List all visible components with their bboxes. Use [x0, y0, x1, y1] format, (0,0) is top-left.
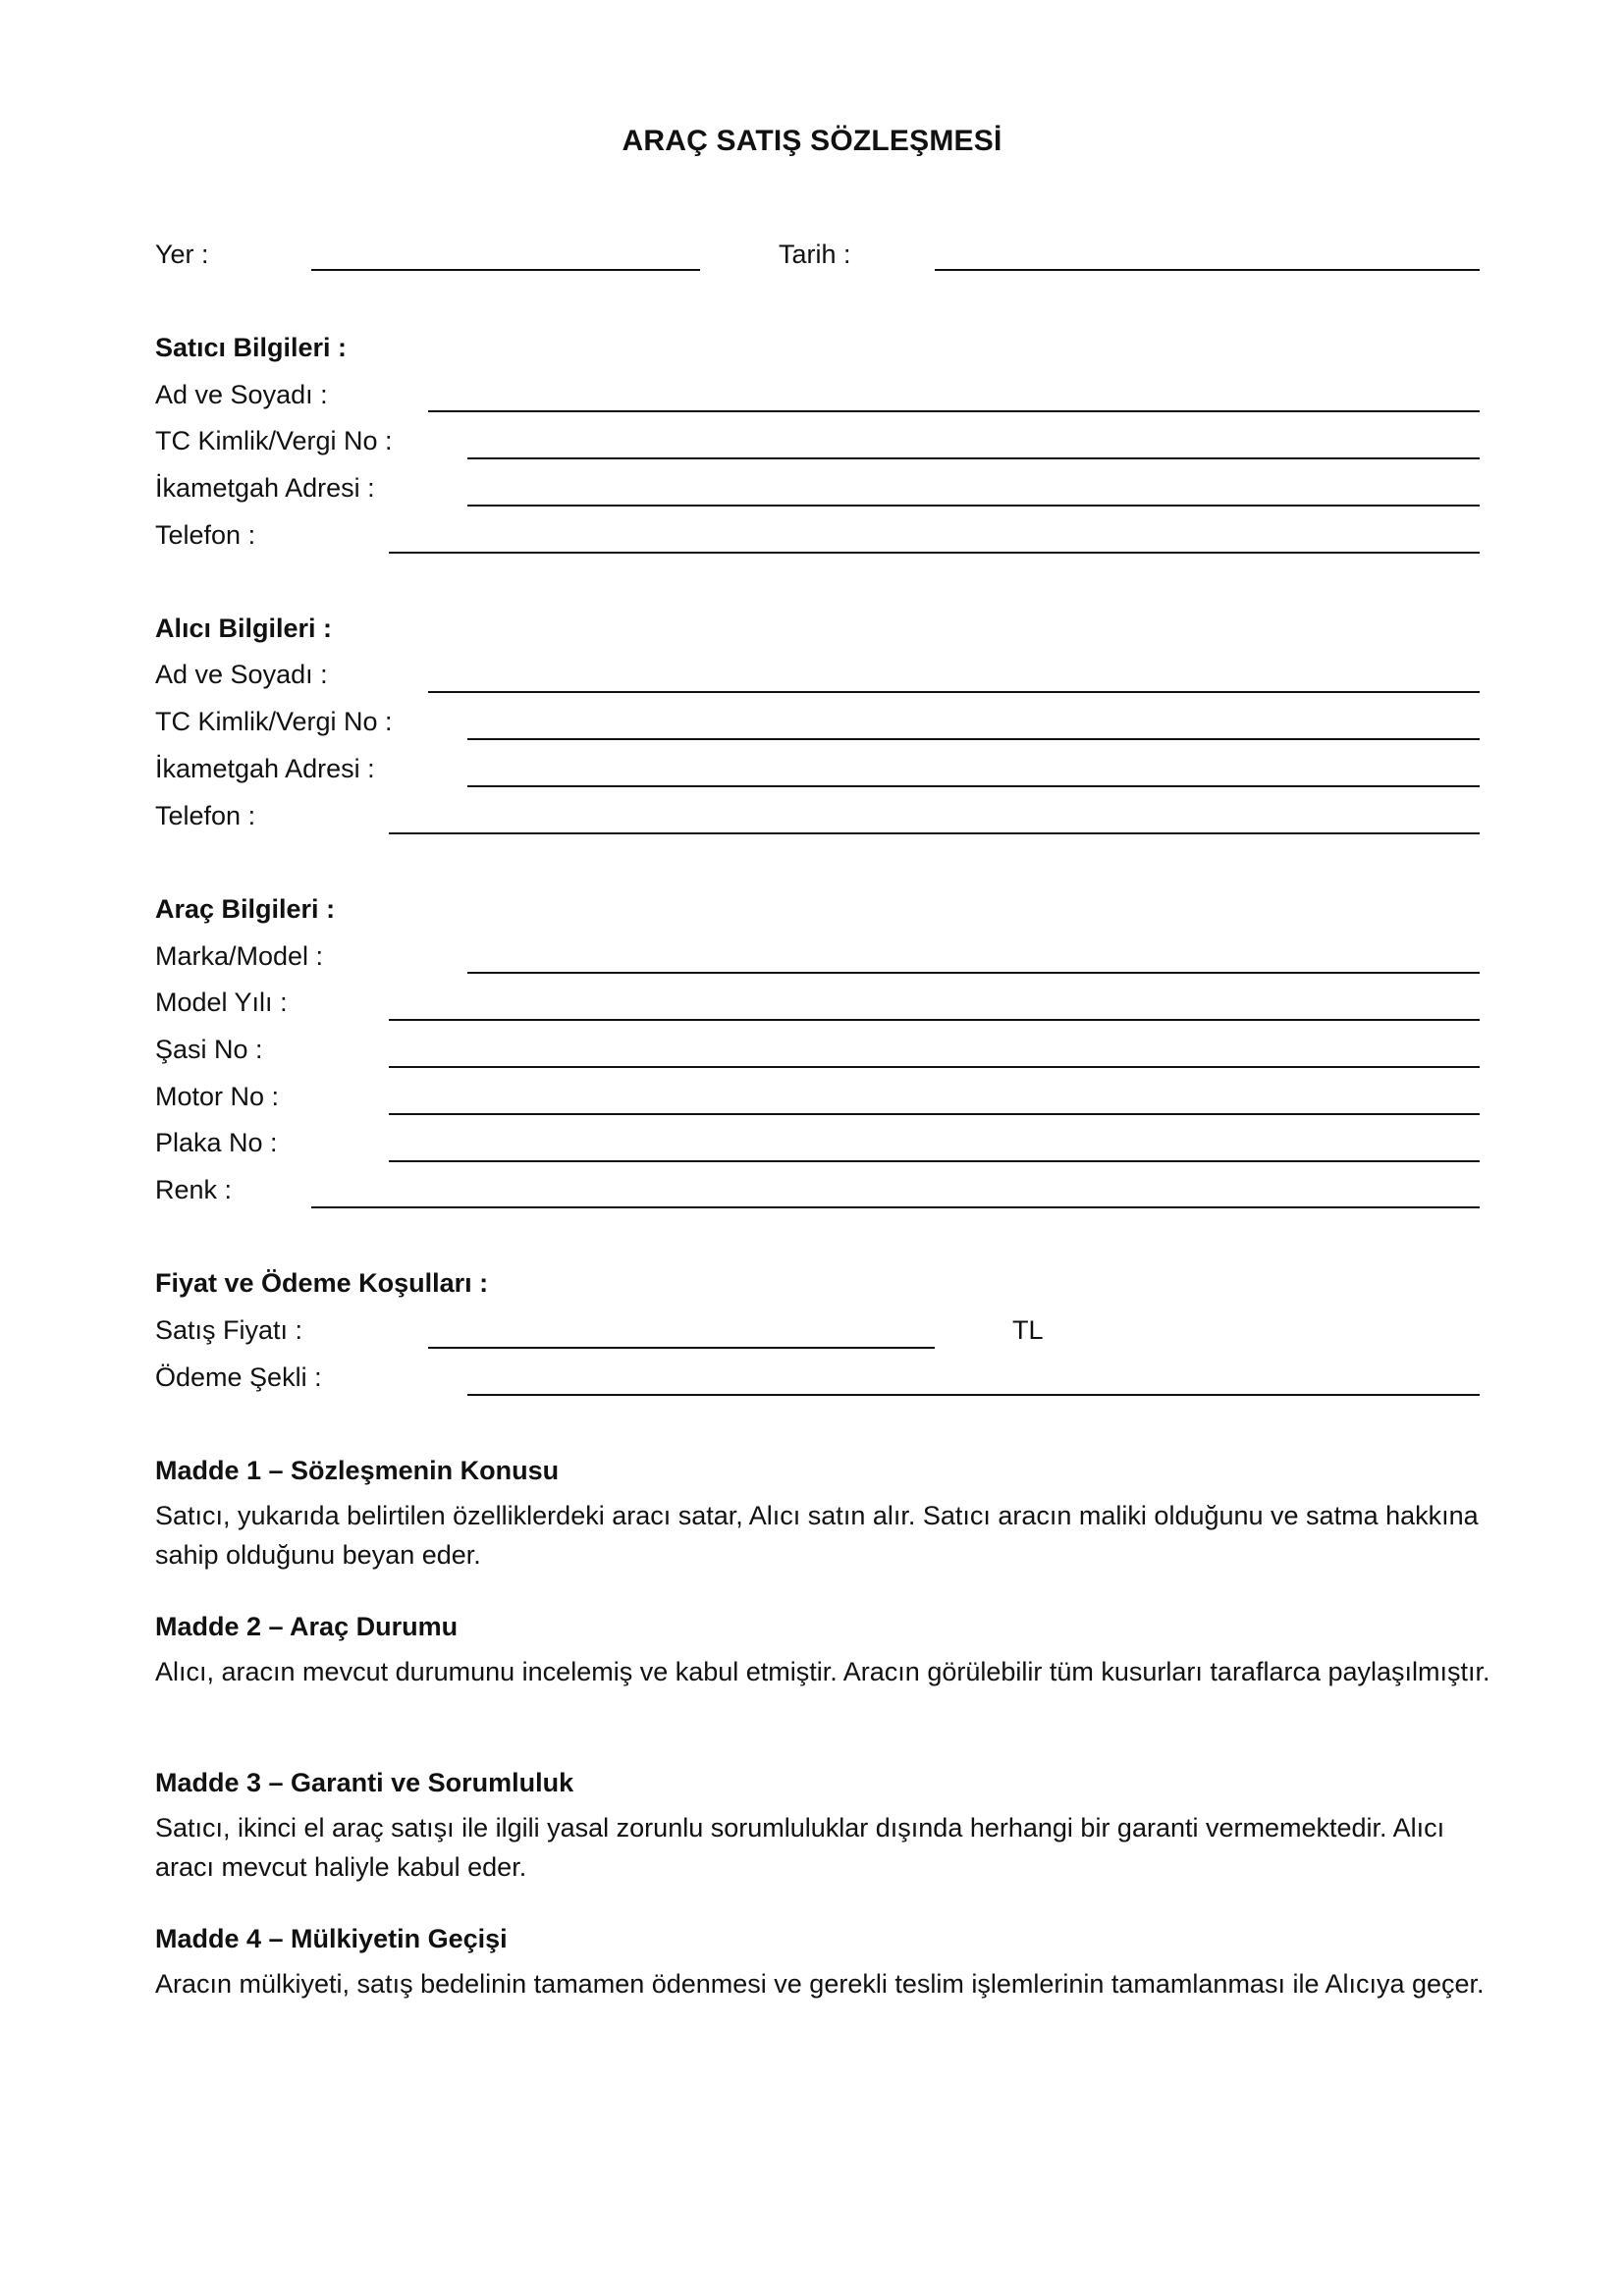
vehicle-color-line — [311, 1206, 1480, 1208]
vehicle-brand-line — [467, 972, 1480, 974]
buyer-phone-line — [389, 832, 1480, 834]
seller-phone-line — [389, 552, 1480, 554]
vehicle-color-label: Renk : — [155, 1175, 233, 1204]
buyer-address-label: İkametgah Adresi : — [155, 754, 375, 783]
vehicle-chassis-line — [389, 1066, 1480, 1068]
article-2-title: Madde 2 – Araç Durumu — [155, 1612, 459, 1641]
buyer-phone-label: Telefon : — [155, 801, 256, 830]
date-field-line — [935, 269, 1480, 271]
currency-label: TL — [1012, 1315, 1044, 1345]
seller-phone-label: Telefon : — [155, 520, 256, 550]
payment-method-label: Ödeme Şekli : — [155, 1362, 322, 1392]
document-title: ARAÇ SATIŞ SÖZLEŞMESİ — [622, 125, 1002, 157]
seller-name-label: Ad ve Soyadı : — [155, 380, 328, 409]
buyer-heading: Alıcı Bilgileri : — [155, 614, 333, 643]
payment-method-line — [467, 1394, 1480, 1396]
article-1-title: Madde 1 – Sözleşmenin Konusu — [155, 1456, 560, 1485]
price-label: Satış Fiyatı : — [155, 1315, 303, 1345]
seller-address-line — [467, 505, 1480, 507]
vehicle-plate-label: Plaka No : — [155, 1128, 278, 1157]
payment-heading: Fiyat ve Ödeme Koşulları : — [155, 1268, 489, 1298]
article-1-text: Satıcı, yukarıda belirtilen özelliklerdeki aracı satar, Alıcı satın alır. Satıcı aracın maliki olduğunu ve satma hakkına sahip olduğunu beyan eder. — [155, 1501, 1479, 1570]
buyer-name-label: Ad ve Soyadı : — [155, 660, 328, 689]
seller-name-line — [428, 410, 1480, 412]
place-field-line — [311, 269, 700, 271]
article-2-text: Alıcı, aracın mevcut durumunu incelemiş ve kabul etmiştir. Aracın görülebilir tüm kusurları taraflarca paylaşılmıştır. — [155, 1657, 1490, 1686]
article-3-text: Satıcı, ikinci el araç satışı ile ilgili yasal zorunlu sorumluluklar dışında herhangi bir garanti vermemektedir. Alıcı aracı mevcut haliyle kabul eder. — [155, 1813, 1445, 1882]
vehicle-heading: Araç Bilgileri : — [155, 894, 336, 924]
place-label: Yer : — [155, 240, 209, 269]
buyer-address-line — [467, 785, 1480, 787]
seller-heading: Satıcı Bilgileri : — [155, 333, 348, 362]
article-4-text: Aracın mülkiyeti, satış bedelinin tamamen ödenmesi ve gerekli teslim işlemlerinin tamamlanması ile Alıcıya geçer. — [155, 1969, 1485, 1999]
buyer-id-line — [467, 738, 1480, 740]
vehicle-engine-label: Motor No : — [155, 1082, 280, 1111]
article-3-title: Madde 3 – Garanti ve Sorumluluk — [155, 1768, 574, 1797]
price-line — [428, 1347, 935, 1349]
vehicle-year-label: Model Yılı : — [155, 988, 288, 1017]
seller-address-label: İkametgah Adresi : — [155, 473, 375, 503]
vehicle-engine-line — [389, 1113, 1480, 1115]
article-4-title: Madde 4 – Mülkiyetin Geçişi — [155, 1924, 508, 1953]
vehicle-year-line — [389, 1019, 1480, 1021]
vehicle-brand-label: Marka/Model : — [155, 941, 324, 971]
vehicle-chassis-label: Şasi No : — [155, 1035, 263, 1064]
seller-id-label: TC Kimlik/Vergi No : — [155, 426, 393, 455]
date-label: Tarih : — [779, 240, 851, 269]
vehicle-plate-line — [389, 1160, 1480, 1162]
seller-id-line — [467, 457, 1480, 459]
buyer-id-label: TC Kimlik/Vergi No : — [155, 707, 393, 736]
buyer-name-line — [428, 691, 1480, 693]
